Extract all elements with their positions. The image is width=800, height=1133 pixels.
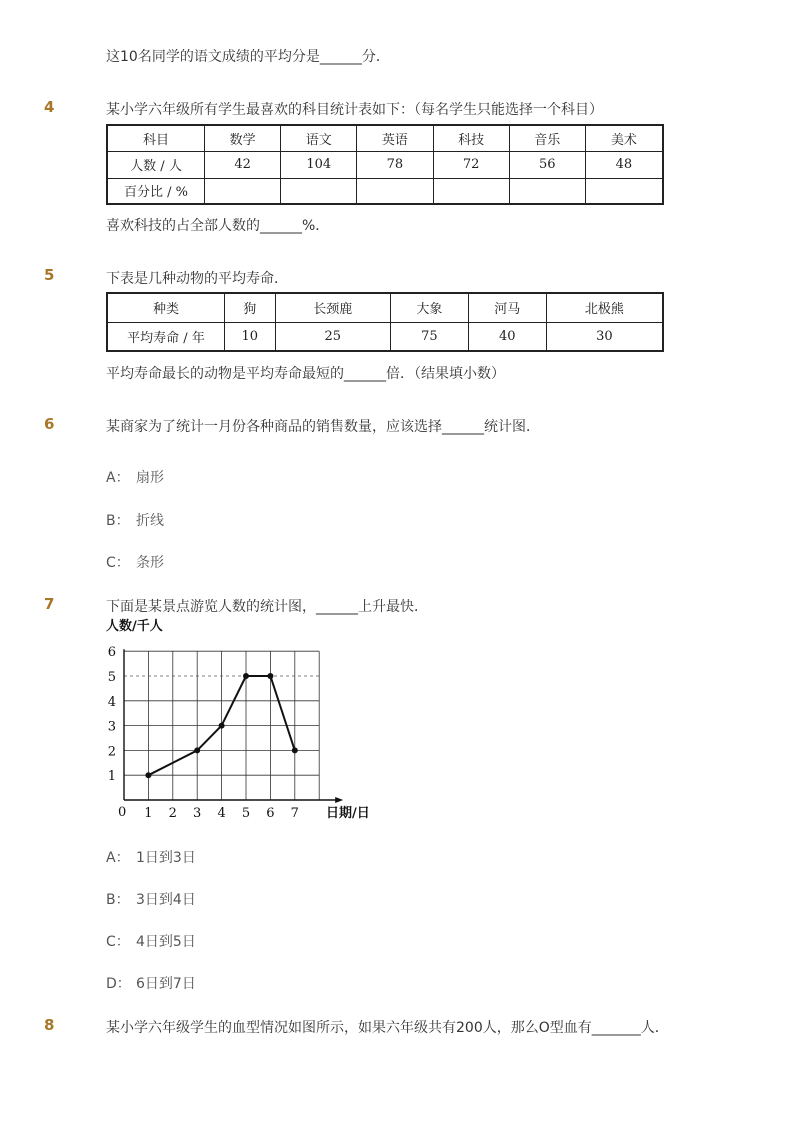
x-axis-arrow [335,797,343,803]
intro-line: 这10名同学的语文成绩的平均分是______分． [106,49,390,65]
option-a[interactable] [106,467,164,487]
option-b[interactable] [106,510,164,530]
table-cell: 25 [275,322,390,351]
y-tick-label: 1 [107,769,116,785]
question-4-after: 喜欢科技的占全部人数的______%． [106,218,330,234]
subject-table [106,124,664,205]
x-tick-label: 2 [168,806,177,821]
question-8-text: 某小学六年级学生的血型情况如图所示，如果六年级共有200人，那么O型血有_______人． [106,1020,669,1036]
table-cell: 平均寿命 / 年 [107,322,225,351]
option-text: 4日到5日 [136,934,196,950]
y-tick-label: 6 [107,645,116,661]
table-cell: 美术 [585,125,663,151]
table-cell: 音乐 [509,125,585,151]
option-text: 3日到4日 [136,892,196,908]
option-label: A： [106,470,130,486]
table-cell: 长颈鹿 [275,293,390,322]
table-cell: 科技 [433,125,509,151]
data-point [194,747,200,753]
data-point [292,747,298,753]
origin-label: 0 [118,805,127,820]
table-cell [585,178,663,204]
option-text: 条形 [136,555,164,571]
question-4-text: 某小学六年级所有学生最喜欢的科目统计表如下：（每名学生只能选择一个科目） [106,102,603,118]
table-cell: 75 [390,322,468,351]
question-number-5: 5 [44,266,55,284]
x-tick-label: 4 [217,806,226,821]
table-cell: 科目 [107,125,205,151]
table-cell: 56 [509,151,585,178]
question-number-4: 4 [44,98,55,116]
option-text: 6日到7日 [136,976,196,992]
table-cell: 数学 [205,125,281,151]
table-cell [509,178,585,204]
y-tick-label: 5 [107,670,116,685]
question-7-text: 下面是某景点游览人数的统计图，______上升最快． [106,599,428,615]
table-cell: 百分比 / % [107,178,205,204]
x-tick-label: 3 [193,806,202,821]
y-axis-label: 人数/千人 [106,619,163,634]
option-text: 折线 [136,513,164,529]
animal-table [106,292,664,352]
table-cell: 104 [281,151,357,178]
option-text: 扇形 [136,470,164,486]
option-text: 1日到3日 [136,850,196,866]
y-tick-label: 4 [107,694,116,710]
table-cell: 语文 [281,125,357,151]
option-label: B： [106,513,130,529]
option-b[interactable] [106,889,196,909]
option-label: C： [106,934,130,950]
option-label: A： [106,850,130,866]
table-cell: 种类 [107,293,225,322]
option-label: D： [106,976,131,992]
table-cell: 72 [433,151,509,178]
x-axis-label: 日期/日 [326,806,370,821]
data-point [219,723,225,729]
table-cell: 42 [205,151,281,178]
option-c[interactable] [106,552,164,572]
table-cell [433,178,509,204]
table-cell: 10 [225,322,276,351]
x-tick-label: 5 [241,806,251,821]
y-tick-label: 3 [107,719,116,735]
table-cell: 78 [357,151,433,178]
data-point [267,673,273,679]
table-cell: 北极熊 [546,293,663,322]
option-label: B： [106,892,130,908]
table-cell: 人数 / 人 [107,151,205,178]
question-number-7: 7 [44,595,55,613]
table-cell [205,178,281,204]
question-number-6: 6 [44,415,55,433]
table-cell: 河马 [468,293,546,322]
question-5-text: 下表是几种动物的平均寿命． [106,271,288,287]
table-cell: 48 [585,151,663,178]
x-tick-label: 7 [290,806,299,821]
option-c[interactable] [106,931,196,951]
table-cell [357,178,433,204]
table-cell: 30 [546,322,663,351]
question-6-text: 某商家为了统计一月份各种商品的销售数量，应该选择______统计图． [106,419,540,435]
data-point [145,772,151,778]
table-cell [281,178,357,204]
question-number-8: 8 [44,1016,55,1034]
x-tick-label: 1 [144,806,153,821]
question-5-after: 平均寿命最长的动物是平均寿命最短的______倍．（结果填小数） [106,366,505,382]
table-cell: 大象 [390,293,468,322]
table-cell: 英语 [357,125,433,151]
table-cell: 狗 [225,293,276,322]
option-d[interactable] [106,973,196,993]
table-cell: 40 [468,322,546,351]
x-tick-label: 6 [266,806,275,821]
option-a[interactable] [106,847,196,867]
y-tick-label: 2 [107,744,116,760]
option-label: C： [106,555,130,571]
data-point [243,673,249,679]
visitor-line-chart [100,614,380,824]
